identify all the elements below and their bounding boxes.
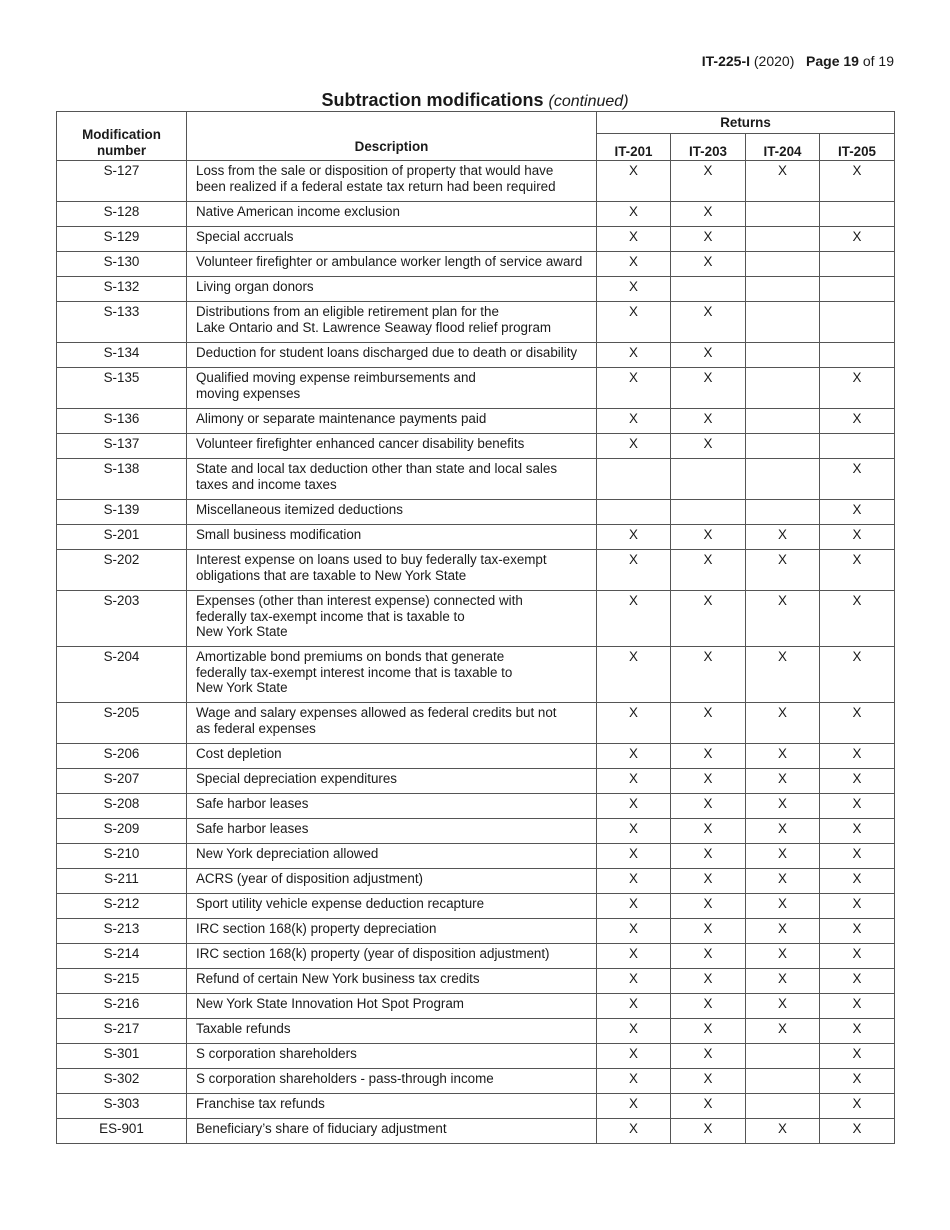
return-mark-it-204 [746, 368, 820, 409]
modification-number: S-130 [57, 252, 187, 277]
description-line: Sport utility vehicle expense deduction recapture [196, 896, 485, 911]
return-mark-it-201: X [597, 794, 671, 819]
modification-number: S-303 [57, 1094, 187, 1119]
return-mark-it-201: X [597, 302, 671, 343]
return-mark-it-203: X [671, 769, 746, 794]
description [187, 819, 597, 844]
table-row [57, 819, 895, 844]
description-line: Taxable refunds [196, 1021, 291, 1036]
return-mark-it-204: X [746, 994, 820, 1019]
description-line: Qualified moving expense reimbursements and [196, 370, 476, 385]
description-line: Safe harbor leases [196, 821, 309, 836]
description-line: Miscellaneous itemized deductions [196, 502, 403, 517]
return-mark-it-205: X [820, 894, 895, 919]
description [187, 409, 597, 434]
description-line: ACRS (year of disposition adjustment) [196, 871, 423, 886]
return-mark-it-201: X [597, 1119, 671, 1144]
return-mark-it-204 [746, 202, 820, 227]
table-row [57, 647, 895, 703]
return-mark-it-201: X [597, 769, 671, 794]
return-mark-it-205 [820, 202, 895, 227]
description [187, 525, 597, 550]
modification-number: S-128 [57, 202, 187, 227]
return-mark-it-201 [597, 500, 671, 525]
description [187, 944, 597, 969]
description [187, 1094, 597, 1119]
return-mark-it-204: X [746, 969, 820, 994]
description-line: federally tax-exempt income that is taxable to [196, 608, 465, 624]
table-row [57, 368, 895, 409]
return-mark-it-204: X [746, 869, 820, 894]
return-mark-it-203: X [671, 869, 746, 894]
form-number: IT-225-I [701, 53, 750, 69]
description-line: Amortizable bond premiums on bonds that generate [196, 649, 505, 664]
description-line: Lake Ontario and St. Lawrence Seaway flood relief program [196, 319, 552, 335]
description-line: Franchise tax refunds [196, 1096, 325, 1111]
return-mark-it-205 [820, 302, 895, 343]
description-line: S corporation shareholders [196, 1046, 357, 1061]
page-title [0, 90, 950, 111]
return-mark-it-205: X [820, 819, 895, 844]
description-line: Loss from the sale or disposition of property that would have [196, 163, 554, 178]
table-row [57, 500, 895, 525]
modification-number: S-203 [57, 591, 187, 647]
description [187, 368, 597, 409]
modification-number: S-204 [57, 647, 187, 703]
return-mark-it-205: X [820, 1119, 895, 1144]
return-mark-it-203: X [671, 252, 746, 277]
description-line: New York State [196, 624, 288, 639]
modification-number: S-133 [57, 302, 187, 343]
return-mark-it-201: X [597, 409, 671, 434]
return-mark-it-204: X [746, 819, 820, 844]
return-mark-it-204 [746, 459, 820, 500]
return-mark-it-204 [746, 1094, 820, 1119]
page-word: Page [806, 53, 840, 69]
return-mark-it-204: X [746, 525, 820, 550]
description [187, 1119, 597, 1144]
return-mark-it-201: X [597, 844, 671, 869]
return-mark-it-203: X [671, 1069, 746, 1094]
table-row [57, 744, 895, 769]
return-mark-it-201: X [597, 227, 671, 252]
title-continued: (continued) [548, 93, 629, 110]
description [187, 343, 597, 368]
return-mark-it-205 [820, 252, 895, 277]
return-mark-it-205: X [820, 794, 895, 819]
return-mark-it-203: X [671, 894, 746, 919]
page-number: 19 [843, 53, 859, 69]
return-mark-it-205: X [820, 744, 895, 769]
return-mark-it-201: X [597, 919, 671, 944]
description [187, 591, 597, 647]
return-mark-it-205: X [820, 409, 895, 434]
table-row [57, 919, 895, 944]
table-row [57, 1044, 895, 1069]
description-line: Small business modification [196, 527, 362, 542]
description-line: New York State Innovation Hot Spot Program [196, 996, 464, 1011]
return-mark-it-201: X [597, 1069, 671, 1094]
table-row [57, 202, 895, 227]
table-row [57, 227, 895, 252]
return-mark-it-203: X [671, 409, 746, 434]
modification-number: S-209 [57, 819, 187, 844]
table-row [57, 161, 895, 202]
page-header [702, 53, 894, 69]
modification-number: S-135 [57, 368, 187, 409]
modifications-table [56, 111, 895, 1144]
modification-number: S-215 [57, 969, 187, 994]
modification-number: S-217 [57, 1019, 187, 1044]
table-row [57, 1094, 895, 1119]
return-mark-it-205: X [820, 944, 895, 969]
description-line: Volunteer firefighter enhanced cancer disability benefits [196, 436, 525, 451]
description-line: moving expenses [196, 385, 301, 401]
modification-number: S-129 [57, 227, 187, 252]
return-mark-it-201: X [597, 202, 671, 227]
description-line: Volunteer firefighter or ambulance worker length of service award [196, 254, 583, 269]
description-line: taxes and income taxes [196, 476, 337, 492]
return-mark-it-203: X [671, 434, 746, 459]
table-row [57, 703, 895, 744]
return-mark-it-203: X [671, 647, 746, 703]
return-mark-it-205: X [820, 1094, 895, 1119]
return-mark-it-203 [671, 459, 746, 500]
return-mark-it-201: X [597, 343, 671, 368]
return-mark-it-201: X [597, 894, 671, 919]
return-mark-it-203: X [671, 844, 746, 869]
description [187, 227, 597, 252]
return-mark-it-201: X [597, 869, 671, 894]
modification-number: S-136 [57, 409, 187, 434]
return-mark-it-205: X [820, 919, 895, 944]
header-it-204: IT-204 [746, 134, 820, 161]
description-line: Safe harbor leases [196, 796, 309, 811]
table-row [57, 591, 895, 647]
return-mark-it-201: X [597, 277, 671, 302]
return-mark-it-205 [820, 434, 895, 459]
return-mark-it-201: X [597, 744, 671, 769]
return-mark-it-204 [746, 343, 820, 368]
modification-number: S-213 [57, 919, 187, 944]
return-mark-it-205: X [820, 591, 895, 647]
table-row [57, 1119, 895, 1144]
page-total: of 19 [862, 53, 894, 69]
table-row [57, 252, 895, 277]
return-mark-it-203: X [671, 343, 746, 368]
description [187, 1069, 597, 1094]
return-mark-it-205: X [820, 844, 895, 869]
return-mark-it-205: X [820, 869, 895, 894]
header-modification-number: Modification number [57, 112, 187, 161]
description [187, 844, 597, 869]
table-row [57, 969, 895, 994]
modification-number: ES-901 [57, 1119, 187, 1144]
description [187, 252, 597, 277]
description [187, 703, 597, 744]
modification-number: S-216 [57, 994, 187, 1019]
description [187, 769, 597, 794]
description [187, 894, 597, 919]
description [187, 550, 597, 591]
description-line: Living organ donors [196, 279, 314, 294]
description-line: Beneficiary’s share of fiduciary adjustment [196, 1121, 447, 1136]
return-mark-it-205: X [820, 1069, 895, 1094]
modification-number: S-301 [57, 1044, 187, 1069]
return-mark-it-201: X [597, 525, 671, 550]
return-mark-it-201: X [597, 161, 671, 202]
table-row [57, 550, 895, 591]
description [187, 277, 597, 302]
description-line: New York State [196, 680, 288, 695]
return-mark-it-203: X [671, 161, 746, 202]
return-mark-it-204: X [746, 161, 820, 202]
description [187, 1044, 597, 1069]
modification-number: S-127 [57, 161, 187, 202]
modification-number: S-212 [57, 894, 187, 919]
return-mark-it-203: X [671, 919, 746, 944]
table-row [57, 1019, 895, 1044]
return-mark-it-205: X [820, 459, 895, 500]
description [187, 647, 597, 703]
return-mark-it-201: X [597, 591, 671, 647]
return-mark-it-204 [746, 227, 820, 252]
modification-number: S-210 [57, 844, 187, 869]
description-line: federally tax-exempt interest income that is taxable to [196, 664, 513, 680]
description-line: Refund of certain New York business tax credits [196, 971, 480, 986]
modification-number: S-211 [57, 869, 187, 894]
return-mark-it-203: X [671, 227, 746, 252]
return-mark-it-201: X [597, 368, 671, 409]
description-line: IRC section 168(k) property (year of disposition adjustment) [196, 946, 550, 961]
description [187, 1019, 597, 1044]
modification-number: S-132 [57, 277, 187, 302]
modification-number: S-214 [57, 944, 187, 969]
return-mark-it-201: X [597, 944, 671, 969]
return-mark-it-201: X [597, 1094, 671, 1119]
description [187, 434, 597, 459]
return-mark-it-205: X [820, 227, 895, 252]
return-mark-it-201: X [597, 647, 671, 703]
return-mark-it-204 [746, 434, 820, 459]
description-line: Cost depletion [196, 746, 282, 761]
return-mark-it-205 [820, 277, 895, 302]
description [187, 202, 597, 227]
description-line: S corporation shareholders - pass-through income [196, 1071, 494, 1086]
return-mark-it-204: X [746, 1119, 820, 1144]
return-mark-it-204: X [746, 1019, 820, 1044]
return-mark-it-203: X [671, 1044, 746, 1069]
return-mark-it-201: X [597, 252, 671, 277]
modification-number: S-205 [57, 703, 187, 744]
table-row [57, 944, 895, 969]
table-row [57, 869, 895, 894]
description [187, 744, 597, 769]
return-mark-it-203: X [671, 794, 746, 819]
return-mark-it-205: X [820, 550, 895, 591]
modification-number: S-139 [57, 500, 187, 525]
modification-number: S-302 [57, 1069, 187, 1094]
return-mark-it-203: X [671, 819, 746, 844]
description-line: IRC section 168(k) property depreciation [196, 921, 437, 936]
header-returns: Returns [597, 112, 895, 134]
return-mark-it-205: X [820, 994, 895, 1019]
return-mark-it-204 [746, 252, 820, 277]
header-it-201: IT-201 [597, 134, 671, 161]
return-mark-it-205: X [820, 769, 895, 794]
description [187, 994, 597, 1019]
return-mark-it-203: X [671, 703, 746, 744]
return-mark-it-204: X [746, 703, 820, 744]
return-mark-it-205: X [820, 368, 895, 409]
return-mark-it-201: X [597, 1044, 671, 1069]
table-row [57, 769, 895, 794]
description-line: State and local tax deduction other than state and local sales [196, 461, 558, 476]
table-row [57, 994, 895, 1019]
return-mark-it-205: X [820, 969, 895, 994]
return-mark-it-204 [746, 1044, 820, 1069]
table-row [57, 409, 895, 434]
description-line: Alimony or separate maintenance payments paid [196, 411, 487, 426]
modification-number: S-201 [57, 525, 187, 550]
return-mark-it-205: X [820, 1019, 895, 1044]
description [187, 869, 597, 894]
description-line: Expenses (other than interest expense) connected with [196, 593, 523, 608]
return-mark-it-203: X [671, 302, 746, 343]
description-line: Special accruals [196, 229, 294, 244]
table-row [57, 302, 895, 343]
header-it-203: IT-203 [671, 134, 746, 161]
table-row [57, 434, 895, 459]
return-mark-it-205: X [820, 1044, 895, 1069]
description-line: Distributions from an eligible retirement plan for the [196, 304, 499, 319]
table-row [57, 844, 895, 869]
return-mark-it-203: X [671, 944, 746, 969]
title-main: Subtraction modifications [321, 90, 544, 110]
return-mark-it-203 [671, 277, 746, 302]
return-mark-it-203: X [671, 202, 746, 227]
header-it-205: IT-205 [820, 134, 895, 161]
return-mark-it-203: X [671, 591, 746, 647]
return-mark-it-203: X [671, 969, 746, 994]
table-row [57, 894, 895, 919]
description [187, 500, 597, 525]
return-mark-it-204: X [746, 769, 820, 794]
return-mark-it-203: X [671, 1019, 746, 1044]
return-mark-it-201: X [597, 434, 671, 459]
return-mark-it-204 [746, 302, 820, 343]
return-mark-it-203: X [671, 1094, 746, 1119]
table-row [57, 459, 895, 500]
return-mark-it-201: X [597, 1019, 671, 1044]
return-mark-it-201: X [597, 703, 671, 744]
description-line: Wage and salary expenses allowed as federal credits but not [196, 705, 557, 720]
table-row [57, 343, 895, 368]
description [187, 969, 597, 994]
table-row [57, 1069, 895, 1094]
return-mark-it-204 [746, 277, 820, 302]
return-mark-it-201: X [597, 550, 671, 591]
description-line: Native American income exclusion [196, 204, 400, 219]
return-mark-it-205: X [820, 647, 895, 703]
modification-number: S-207 [57, 769, 187, 794]
return-mark-it-203 [671, 500, 746, 525]
return-mark-it-205: X [820, 525, 895, 550]
description [187, 161, 597, 202]
return-mark-it-201: X [597, 819, 671, 844]
return-mark-it-204: X [746, 647, 820, 703]
return-mark-it-203: X [671, 994, 746, 1019]
table-row [57, 277, 895, 302]
table-row [57, 525, 895, 550]
return-mark-it-205: X [820, 161, 895, 202]
return-mark-it-204: X [746, 919, 820, 944]
return-mark-it-203: X [671, 368, 746, 409]
description-line: been realized if a federal estate tax return had been required [196, 178, 556, 194]
modification-number: S-134 [57, 343, 187, 368]
return-mark-it-204: X [746, 591, 820, 647]
return-mark-it-204 [746, 500, 820, 525]
return-mark-it-204 [746, 409, 820, 434]
return-mark-it-204: X [746, 894, 820, 919]
return-mark-it-204: X [746, 794, 820, 819]
description [187, 794, 597, 819]
return-mark-it-203: X [671, 525, 746, 550]
return-mark-it-201: X [597, 969, 671, 994]
return-mark-it-203: X [671, 1119, 746, 1144]
return-mark-it-205 [820, 343, 895, 368]
description-line: Special depreciation expenditures [196, 771, 397, 786]
description [187, 919, 597, 944]
return-mark-it-204: X [746, 744, 820, 769]
description-line: Interest expense on loans used to buy federally tax-exempt [196, 552, 547, 567]
return-mark-it-201: X [597, 994, 671, 1019]
table-row [57, 794, 895, 819]
header-description: Description [187, 112, 597, 161]
return-mark-it-203: X [671, 744, 746, 769]
description-line: New York depreciation allowed [196, 846, 379, 861]
return-mark-it-203: X [671, 550, 746, 591]
modification-number: S-137 [57, 434, 187, 459]
description-line: as federal expenses [196, 720, 316, 736]
modification-number: S-206 [57, 744, 187, 769]
return-mark-it-204: X [746, 550, 820, 591]
return-mark-it-204: X [746, 844, 820, 869]
return-mark-it-204: X [746, 944, 820, 969]
return-mark-it-205: X [820, 703, 895, 744]
modification-number: S-202 [57, 550, 187, 591]
return-mark-it-205: X [820, 500, 895, 525]
description-line: obligations that are taxable to New York State [196, 567, 467, 583]
description [187, 302, 597, 343]
description-line: Deduction for student loans discharged due to death or disability [196, 345, 578, 360]
modification-number: S-138 [57, 459, 187, 500]
modification-number: S-208 [57, 794, 187, 819]
description [187, 459, 597, 500]
return-mark-it-204 [746, 1069, 820, 1094]
return-mark-it-201 [597, 459, 671, 500]
form-year: (2020) [753, 53, 795, 69]
